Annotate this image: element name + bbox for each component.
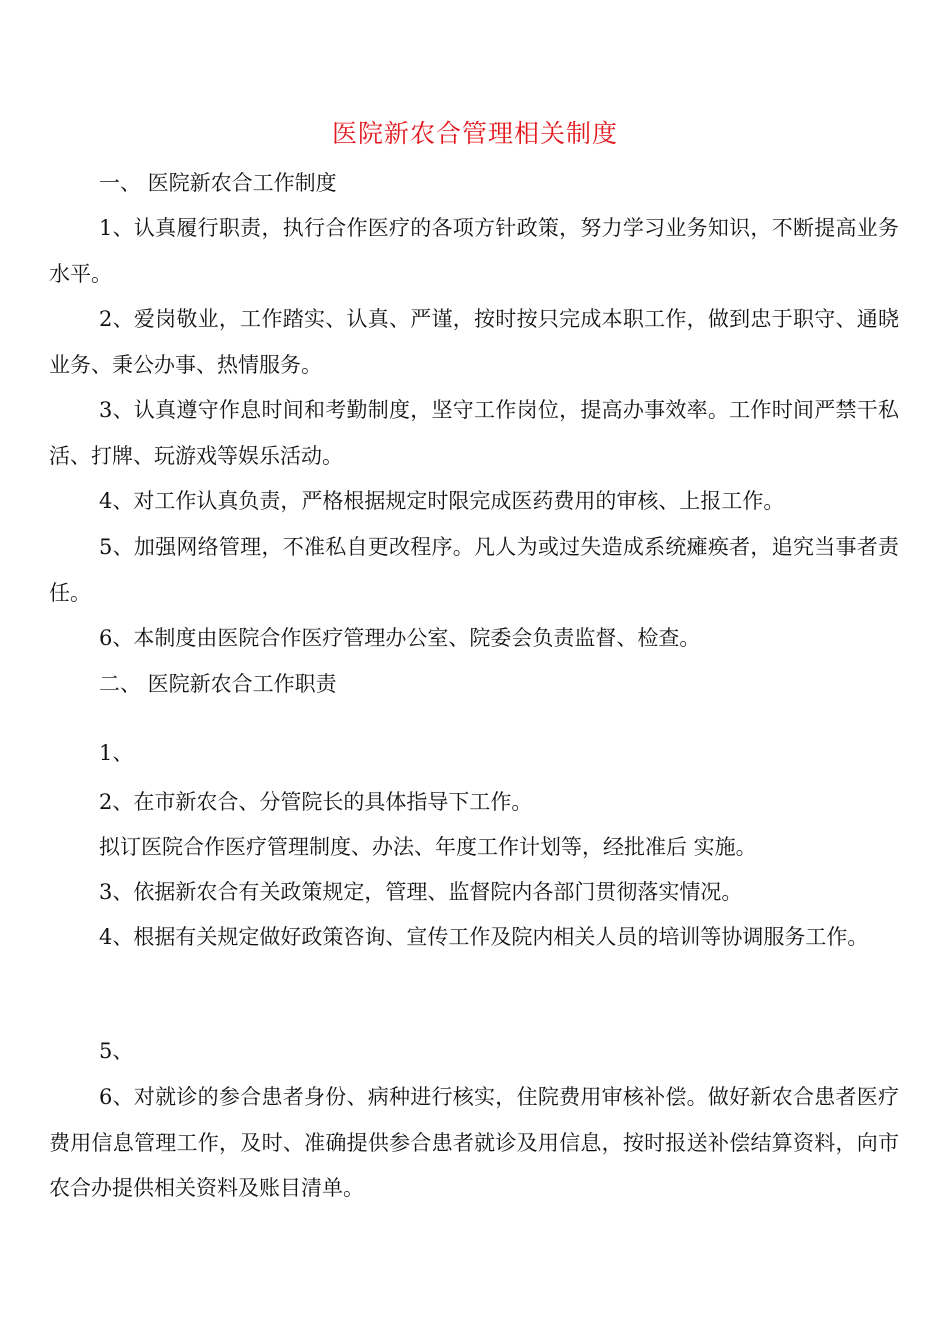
paragraph: 4、根据有关规定做好政策咨询、宣传工作及院内相关人员的培训等协调服务工作。 (99, 925, 869, 949)
paragraph: 5、 (99, 1039, 134, 1063)
paragraph: 拟订医院合作医疗管理制度、办法、年度工作计划等，经批准后 实施。 (99, 835, 757, 859)
section-heading-1: 一、 医院新农合工作制度 (99, 171, 337, 195)
paragraph: 6、对就诊的参合患者身份、病种进行核实，住院费用审核补偿。做好新农合患者医疗费用信息管理工作，及时、准确提供参合患者就诊及用信息，按时报送补偿结算资料，向市农合办提供相关资料及账目清单。 (49, 1085, 899, 1200)
paragraph: 1、 (99, 741, 134, 765)
paragraph: 3、认真遵守作息时间和考勤制度，坚守工作岗位，提高办事效率。工作时间严禁干私活、打牌、玩游戏等娱乐活动。 (49, 398, 899, 468)
paragraph: 2、在市新农合、分管院长的具体指导下工作。 (99, 790, 533, 814)
paragraph: 3、依据新农合有关政策规定，管理、监督院内各部门贯彻落实情况。 (99, 880, 743, 904)
paragraph: 6、本制度由医院合作医疗管理办公室、院委会负责监督、检查。 (99, 626, 701, 650)
paragraph: 5、加强网络管理，不准私自更改程序。凡人为或过失造成系统瘫痪者，追究当事者责任。 (49, 535, 899, 605)
paragraph: 2、爱岗敬业，工作踏实、认真、严谨，按时按只完成本职工作，做到忠于职守、通晓业务、秉公办事、热情服务。 (49, 307, 899, 377)
document-title: 医院新农合管理相关制度 (331, 119, 618, 148)
paragraph: 1、认真履行职责，执行合作医疗的各项方针政策，努力学习业务知识，不断提高业务水平。 (49, 216, 899, 286)
section-heading-2: 二、 医院新农合工作职责 (99, 672, 337, 696)
paragraph: 4、对工作认真负责，严格根据规定时限完成医药费用的审核、上报工作。 (99, 489, 785, 513)
